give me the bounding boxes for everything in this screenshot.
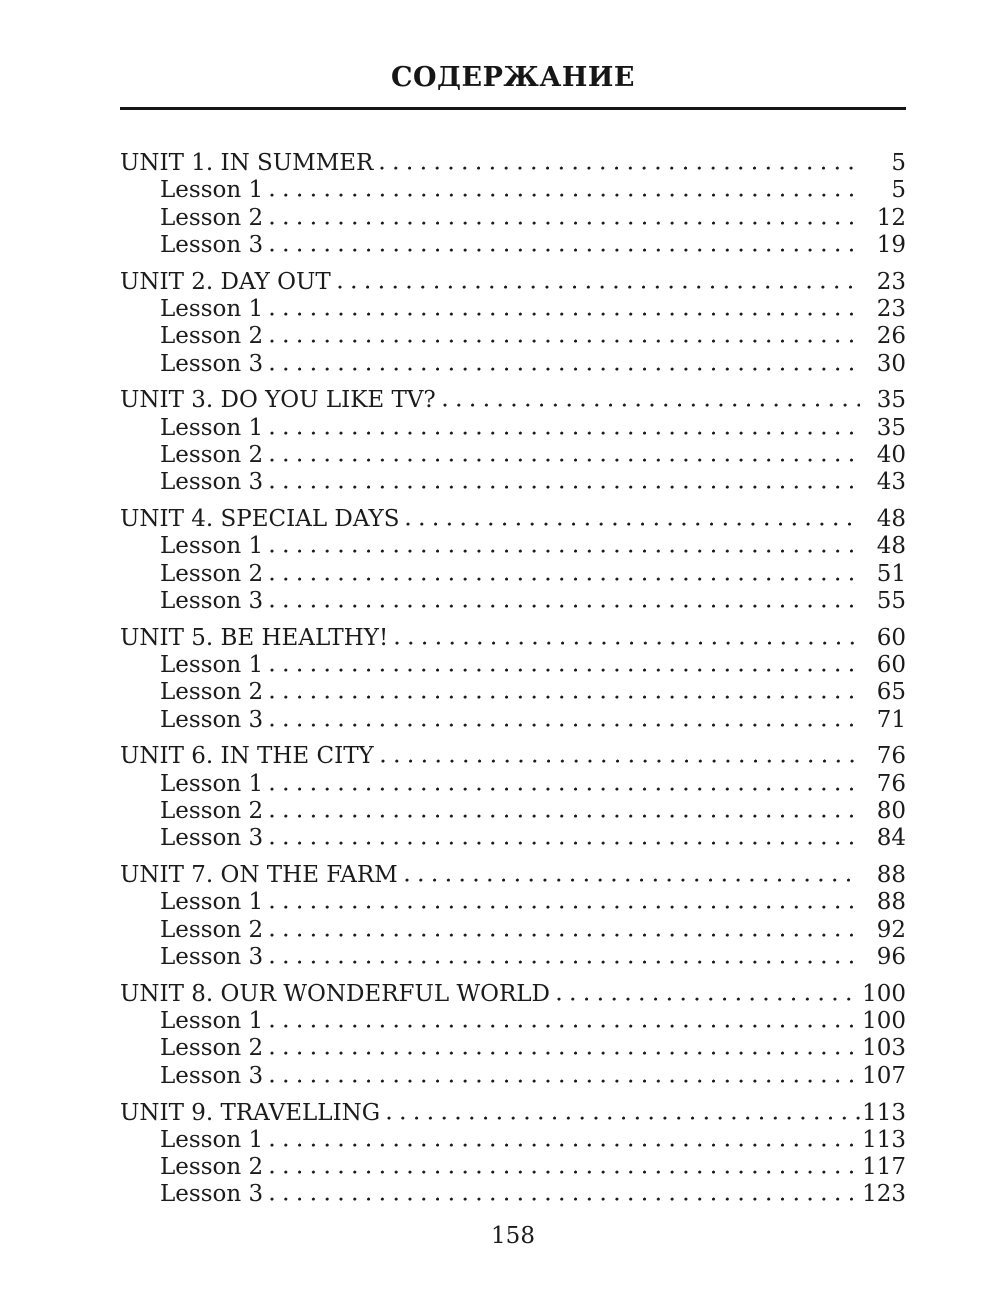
toc-entry-page: 23 (876, 295, 906, 322)
toc-unit-group (120, 981, 906, 1090)
toc-entry-page: 123 (862, 1181, 906, 1208)
toc-entry-label: Lesson 1 (160, 1008, 264, 1035)
toc-entry-page: 48 (876, 506, 906, 533)
toc-unit-group (120, 743, 906, 852)
dot-leader (405, 877, 860, 882)
toc-unit-row (120, 625, 906, 652)
toc-entry-page: 30 (876, 350, 906, 377)
toc-entry-page: 76 (876, 770, 906, 797)
toc-lesson-row (120, 1127, 906, 1154)
toc-unit-row (120, 506, 906, 533)
toc-entry-page: 60 (876, 624, 906, 651)
toc-unit-row (120, 981, 906, 1008)
toc-entry-label: Lesson 1 (160, 295, 264, 322)
toc-lesson-row (120, 351, 906, 378)
toc-entry-page: 26 (876, 323, 906, 350)
toc-lesson-row (120, 469, 906, 496)
dot-leader (338, 284, 860, 289)
toc-entry-label: Lesson 3 (160, 1181, 264, 1208)
toc-lesson-row (120, 296, 906, 323)
dot-leader (270, 548, 860, 553)
toc-entry-label: UNIT 2. DAY OUT (120, 268, 331, 295)
toc-entry-page: 117 (862, 1154, 906, 1181)
toc-lesson-row (120, 1035, 906, 1062)
toc-lesson-row (120, 652, 906, 679)
toc-entry-label: Lesson 2 (160, 441, 264, 468)
toc-entry-page: 80 (876, 798, 906, 825)
dot-leader (270, 247, 860, 252)
toc-entry-page: 113 (862, 1099, 906, 1126)
dot-leader (387, 1115, 860, 1120)
toc-lesson-row (120, 1008, 906, 1035)
toc-lesson-row (120, 205, 906, 232)
dot-leader (380, 165, 860, 170)
toc-entry-label: Lesson 2 (160, 1035, 264, 1062)
dot-leader (270, 1078, 860, 1083)
toc-entry-label: UNIT 1. IN SUMMER (120, 150, 374, 176)
toc-entry-label: Lesson 2 (160, 679, 264, 706)
toc-unit-row (120, 150, 906, 177)
table-of-contents (120, 150, 906, 1209)
dot-leader (557, 996, 860, 1001)
toc-lesson-row (120, 798, 906, 825)
dot-leader (270, 311, 860, 316)
toc-entry-label: Lesson 1 (160, 889, 264, 916)
dot-leader (270, 840, 860, 845)
dot-leader (270, 904, 860, 909)
toc-lesson-row (120, 1063, 906, 1090)
toc-lesson-row (120, 323, 906, 350)
toc-entry-label: Lesson 1 (160, 652, 264, 679)
toc-entry-label: Lesson 3 (160, 350, 264, 377)
toc-entry-label: UNIT 3. DO YOU LIKE TV? (120, 387, 436, 414)
toc-lesson-row (120, 825, 906, 852)
toc-entry-label: Lesson 3 (160, 825, 264, 852)
toc-entry-page: 51 (876, 560, 906, 587)
toc-entry-label: Lesson 3 (160, 944, 264, 971)
toc-entry-label: UNIT 4. SPECIAL DAYS (120, 506, 400, 533)
dot-leader (270, 1169, 860, 1174)
dot-leader (406, 521, 860, 526)
toc-lesson-row (120, 442, 906, 469)
dot-leader (381, 758, 860, 763)
toc-entry-label: Lesson 2 (160, 204, 264, 231)
toc-entry-label: Lesson 2 (160, 323, 264, 350)
toc-entry-page: 12 (876, 204, 906, 231)
toc-lesson-row (120, 1181, 906, 1208)
toc-unit-group (120, 387, 906, 496)
dot-leader (270, 338, 860, 343)
dot-leader (270, 430, 860, 435)
dot-leader (443, 402, 860, 407)
toc-entry-page: 84 (876, 825, 906, 852)
dot-leader (270, 576, 860, 581)
toc-entry-label: UNIT 8. OUR WONDERFUL WORLD (120, 980, 550, 1007)
dot-leader (270, 220, 860, 225)
toc-entry-label: Lesson 1 (160, 414, 264, 441)
toc-unit-group (120, 625, 906, 734)
toc-lesson-row (120, 533, 906, 560)
toc-entry-label: Lesson 3 (160, 1062, 264, 1089)
toc-entry-page: 5 (891, 150, 906, 176)
toc-entry-page: 113 (862, 1126, 906, 1153)
toc-lesson-row (120, 1154, 906, 1181)
title-rule (120, 107, 906, 110)
toc-unit-group (120, 862, 906, 971)
toc-entry-label: Lesson 2 (160, 560, 264, 587)
toc-entry-page: 88 (876, 862, 906, 889)
dot-leader (270, 667, 860, 672)
toc-entry-label: Lesson 1 (160, 1126, 264, 1153)
toc-entry-page: 35 (876, 414, 906, 441)
toc-lesson-row (120, 232, 906, 259)
toc-entry-label: Lesson 3 (160, 231, 264, 258)
toc-lesson-row (120, 917, 906, 944)
toc-entry-label: UNIT 9. TRAVELLING (120, 1099, 381, 1126)
toc-entry-page: 103 (862, 1035, 906, 1062)
toc-entry-label: UNIT 6. IN THE CITY (120, 743, 374, 770)
dot-leader (270, 457, 860, 462)
content-block (120, 0, 906, 1250)
dot-leader (270, 366, 860, 371)
toc-entry-label: Lesson 1 (160, 533, 264, 560)
toc-unit-row (120, 387, 906, 414)
toc-entry-page: 100 (862, 1008, 906, 1035)
dot-leader (270, 694, 860, 699)
toc-entry-page: 76 (876, 743, 906, 770)
dot-leader (270, 1050, 860, 1055)
toc-entry-page: 55 (876, 587, 906, 614)
toc-entry-label: UNIT 5. BE HEALTHY! (120, 624, 389, 651)
toc-unit-group (120, 150, 906, 259)
toc-unit-group (120, 506, 906, 615)
toc-unit-group (120, 269, 906, 378)
toc-entry-label: UNIT 7. ON THE FARM (120, 862, 398, 889)
toc-entry-page: 35 (876, 387, 906, 414)
toc-entry-page: 60 (876, 652, 906, 679)
dot-leader (270, 1023, 860, 1028)
toc-entry-page: 23 (876, 268, 906, 295)
toc-entry-page: 96 (876, 944, 906, 971)
dot-leader (270, 1142, 860, 1147)
dot-leader (270, 959, 860, 964)
dot-leader (270, 484, 860, 489)
toc-entry-label: Lesson 3 (160, 469, 264, 496)
toc-lesson-row (120, 889, 906, 916)
toc-lesson-row (120, 588, 906, 615)
toc-entry-label: Lesson 2 (160, 916, 264, 943)
dot-leader (270, 603, 860, 608)
toc-lesson-row (120, 771, 906, 798)
toc-entry-page: 19 (876, 231, 906, 258)
page-title: СОДЕРЖАНИЕ (391, 62, 635, 93)
dot-leader (270, 813, 860, 818)
toc-entry-label: Lesson 2 (160, 1154, 264, 1181)
dot-leader (270, 932, 860, 937)
toc-unit-group (120, 1100, 906, 1209)
toc-entry-page: 71 (876, 706, 906, 733)
toc-entry-page: 40 (876, 441, 906, 468)
dot-leader (270, 722, 860, 727)
dot-leader (270, 786, 860, 791)
dot-leader (270, 192, 860, 197)
toc-entry-page: 48 (876, 533, 906, 560)
toc-unit-row (120, 1100, 906, 1127)
toc-entry-page: 65 (876, 679, 906, 706)
toc-unit-row (120, 743, 906, 770)
toc-entry-page: 107 (862, 1062, 906, 1089)
toc-unit-row (120, 862, 906, 889)
toc-lesson-row (120, 944, 906, 971)
toc-entry-page: 88 (876, 889, 906, 916)
dot-leader (395, 640, 860, 645)
toc-entry-label: Lesson 1 (160, 177, 264, 204)
toc-entry-label: Lesson 3 (160, 587, 264, 614)
toc-lesson-row (120, 679, 906, 706)
toc-entry-page: 100 (862, 980, 906, 1007)
toc-entry-page: 5 (891, 177, 906, 204)
toc-unit-row (120, 269, 906, 296)
toc-entry-page: 43 (876, 469, 906, 496)
folio-page-number: 158 (491, 1222, 535, 1249)
toc-lesson-row (120, 561, 906, 588)
dot-leader (270, 1196, 860, 1201)
toc-entry-label: Lesson 3 (160, 706, 264, 733)
toc-lesson-row (120, 707, 906, 734)
toc-lesson-row (120, 415, 906, 442)
toc-entry-label: Lesson 2 (160, 798, 264, 825)
toc-entry-page: 92 (876, 916, 906, 943)
toc-entry-label: Lesson 1 (160, 770, 264, 797)
toc-lesson-row (120, 177, 906, 204)
